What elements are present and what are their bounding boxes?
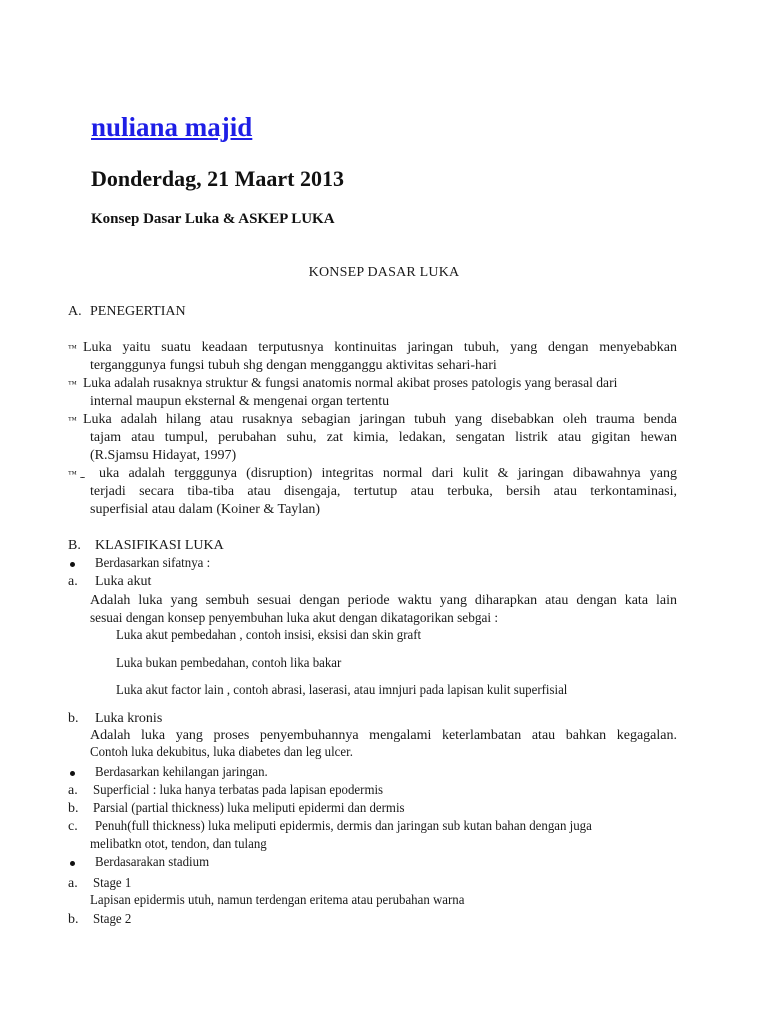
document-heading: KONSEP DASAR LUKA: [308, 265, 460, 280]
group-2-title: Berdasarkan kehilangan jaringan.: [95, 765, 268, 780]
list-item-marker: ™ --: [68, 469, 84, 483]
list-item-marker: ™: [68, 343, 76, 353]
section-a-item-3-line-2: tajam atau tumpul, perubahan suhu, zat kimia, ledakan, sengatan listrik atau gigitan hewan: [90, 430, 677, 445]
group-2-c-text-2: melibatkn otot, tendon, dan tulang: [90, 837, 267, 852]
post-title: Konsep Dasar Luka & ASKEP LUKA: [91, 211, 335, 227]
section-a-item-3-line-3: (R.Sjamsu Hidayat, 1997): [90, 448, 237, 463]
group-2-b-label: b.: [68, 801, 79, 816]
section-a-item-4-line-3: superfisial atau dalam (Koiner & Taylan): [90, 502, 321, 517]
section-a-item-2-line-2: internal maupun eksternal & mengenai organ tertentu: [90, 394, 390, 409]
group-1-b-text-1: Adalah luka yang proses penyembuhannya mengalami keterlambatan atau bahkan kegagalan.: [90, 728, 677, 743]
section-a-item-1-line-1: Luka yaitu suatu keadaan terputusnya kontinuitas jaringan tubuh, yang dengan menyebabkan: [83, 340, 677, 355]
group-1-a-sub-2: Luka bukan pembedahan, contoh lika bakar: [116, 656, 342, 671]
section-b-title: KLASIFIKASI LUKA: [95, 538, 224, 553]
section-a-item-1-line-2: terganggunya fungsi tubuh shg dengan mengganggu aktivitas sehari-hari: [90, 358, 497, 373]
section-a-label: A.: [68, 304, 82, 319]
section-a-item-3-line-1: Luka adalah hilang atau rusaknya sebagian jaringan tubuh yang disebabkan oleh trauma benda: [83, 412, 677, 427]
section-a-item-2-line-1: Luka adalah rusaknya struktur & fungsi anatomis normal akibat proses patologis yang berasal dari: [83, 376, 618, 391]
bullet-icon: [70, 562, 75, 567]
group-3-title: Berdasarakan stadium: [95, 855, 210, 870]
post-date: Donderdag, 21 Maart 2013: [91, 166, 344, 191]
group-2-a-label: a.: [68, 783, 78, 798]
group-3-a-text: Lapisan epidermis utuh, namun terdengan eritema atau perubahan warna: [90, 893, 465, 908]
group-1-a-text-2: sesuai dengan konsep penyembuhan luka akut dengan dikatagorikan sebgai :: [90, 611, 499, 626]
group-3-b-label: b.: [68, 912, 79, 927]
group-3-a-title: Stage 1: [93, 876, 132, 891]
group-1-title: Berdasarkan sifatnya :: [95, 556, 211, 571]
blog-title-link[interactable]: nuliana majid: [91, 112, 253, 142]
group-1-a-text-1: Adalah luka yang sembuh sesuai dengan periode waktu yang diharapkan atau dengan kata lain: [90, 593, 677, 608]
group-1-b-title: Luka kronis: [95, 711, 163, 726]
section-a-item-4-line-1: uka adalah tergggunya (disruption) integritas normal dari kulit & jaringan dibawahnya yang: [99, 466, 677, 481]
group-1-a-sub-1: Luka akut pembedahan , contoh insisi, eksisi dan skin graft: [116, 628, 422, 643]
bullet-icon: [70, 861, 75, 866]
group-3-a-label: a.: [68, 876, 78, 891]
group-2-c-label: c.: [68, 819, 78, 834]
group-2-a-text: Superficial : luka hanya terbatas pada lapisan epodermis: [93, 783, 384, 798]
group-1-a-sub-3: Luka akut factor lain , contoh abrasi, laserasi, atau imnjuri pada lapisan kulit superfisial: [116, 683, 568, 698]
section-a-title: PENEGERTIAN: [90, 304, 186, 319]
group-1-a-label: a.: [68, 574, 78, 589]
group-2-c-text-1: Penuh(full thickness) luka meliputi epidermis, dermis dan jaringan sub kutan bahan dengan juga: [95, 819, 592, 834]
list-item-marker: ™: [68, 379, 76, 389]
section-b-label: B.: [68, 538, 81, 553]
group-3-b-title: Stage 2: [93, 912, 132, 927]
list-item-marker: ™: [68, 415, 76, 425]
bullet-icon: [70, 771, 75, 776]
group-2-b-text: Parsial (partial thickness) luka meliputi epidermi dan dermis: [93, 801, 405, 816]
group-1-b-label: b.: [68, 711, 79, 726]
group-1-b-text-2: Contoh luka dekubitus, luka diabetes dan leg ulcer.: [90, 745, 353, 760]
section-a-item-4-line-2: terjadi secara tiba-tiba atau disengaja, tertutup atau terbuka, bersih atau terkontaminasi,: [90, 484, 677, 499]
group-1-a-title: Luka akut: [95, 574, 152, 589]
